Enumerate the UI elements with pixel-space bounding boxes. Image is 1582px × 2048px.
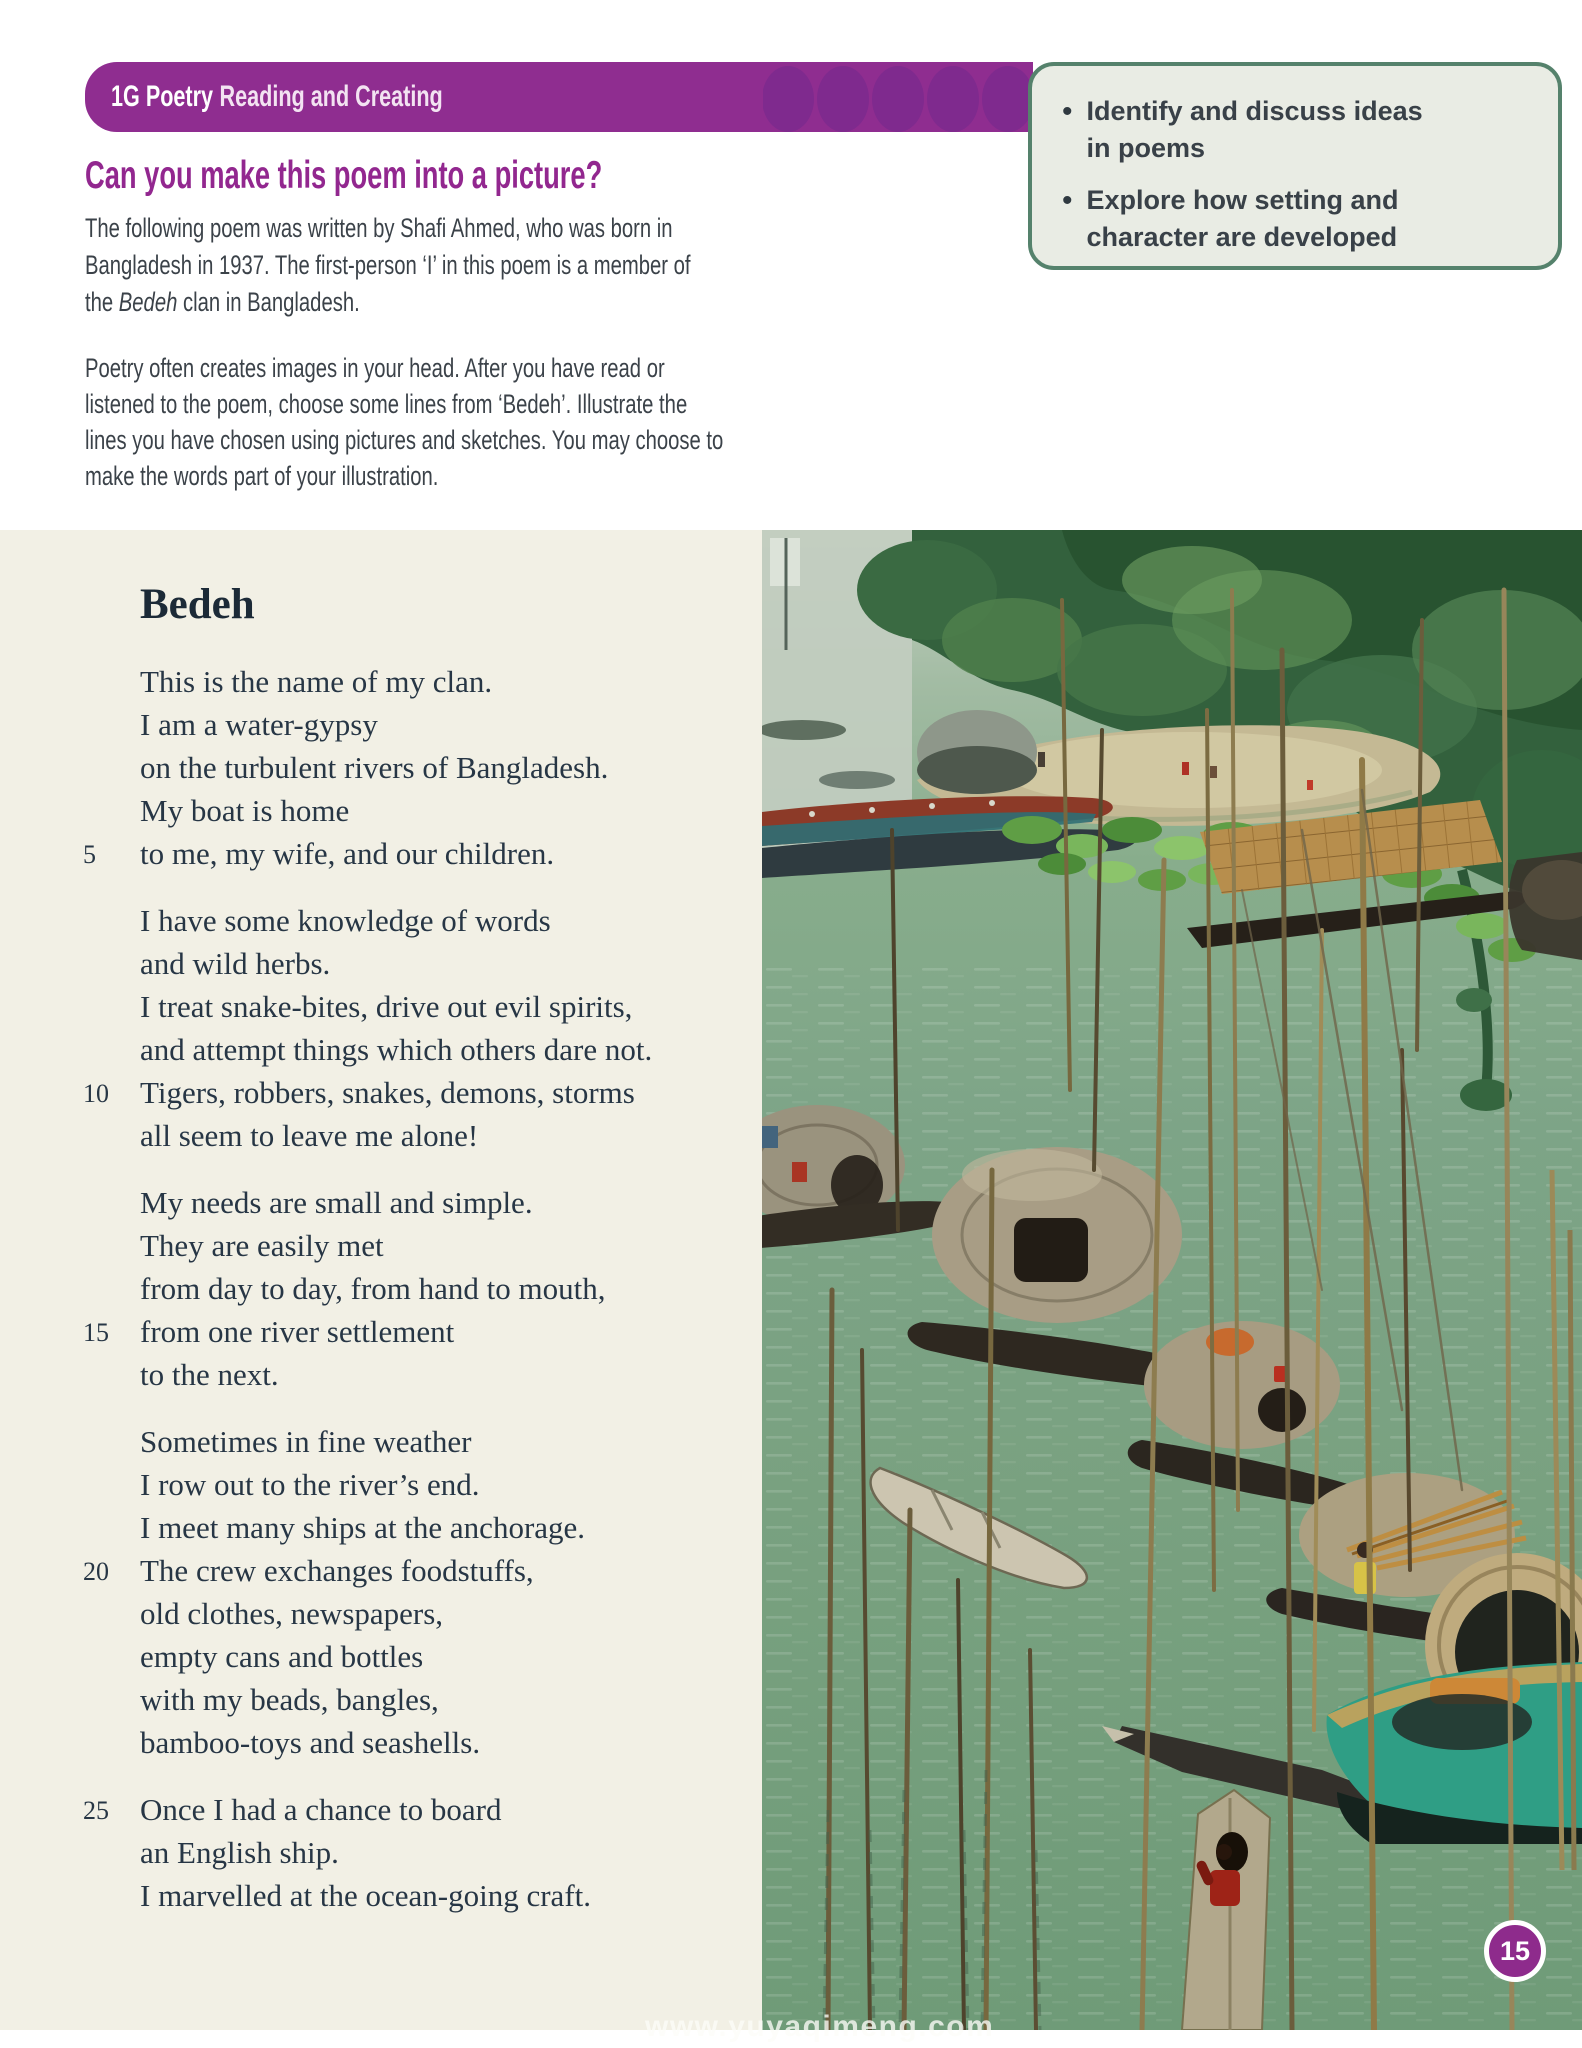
poem-line [140,1874,652,1917]
poem-line-text: I row out to the river’s end. [140,1467,480,1502]
poem-line [140,1721,652,1764]
poem-line-text: I meet many ships at the anchorage. [140,1510,586,1545]
poem-line-text: on the turbulent rivers of Bangladesh. [140,750,609,785]
poem-stanza [83,1788,652,1917]
poem-line-text: The crew exchanges foodstuffs, [140,1553,534,1588]
intro-line [85,247,691,284]
unit-title: Reading and Creating [219,80,443,113]
poem-line [140,789,652,832]
poem-line-text: Once I had a chance to board [140,1792,502,1827]
poem-line-text: an English ship. [140,1835,339,1870]
poem-line [140,1506,652,1549]
poem-line-text: bamboo-toys and seashells. [140,1725,481,1760]
intro-text: Bangladesh in 1937. The first-person ‘I’ in this poem is a member of [85,250,691,280]
objective-line: Explore how setting and [1086,185,1399,215]
poem-line [140,746,652,789]
poem-line-text: My boat is home [140,793,350,828]
objective-text [1087,182,1399,256]
poem-line [140,1592,652,1635]
bullet-icon: • [1062,95,1073,128]
poem-line-text: My needs are small and simple. [140,1185,533,1220]
unit-banner [85,62,1033,132]
poem-line-text: with my beads, bangles, [140,1682,439,1717]
poem-line [140,1463,652,1506]
poem-line [140,899,652,942]
poem-line-number: 25 [83,1796,109,1825]
intro-line [85,350,723,386]
poem-line [83,1310,652,1353]
page-number-badge [1484,1920,1546,1982]
intro-paragraph-1 [85,210,691,321]
poem-line-text: all seem to leave me alone! [140,1118,479,1153]
poem-line [83,1071,652,1114]
poem-line-text: I am a water-gypsy [140,707,378,742]
poem-line [140,1181,652,1224]
poem-line [140,1028,652,1071]
poem-line-text: empty cans and bottles [140,1639,424,1674]
intro-text: clan in Bangladesh. [177,287,360,317]
poem-line-number: 10 [83,1079,109,1108]
poem-panel [0,530,762,2030]
intro-text: listened to the poem, choose some lines from ‘Bedeh’. Illustrate the [85,389,688,419]
poem-line [140,1267,652,1310]
unit-code: 1G Poetry [111,80,214,113]
poem-line [140,942,652,985]
intro-text: Poetry often creates images in your head. After you have read or [85,353,665,383]
poem-line [140,1678,652,1721]
poem-stanza [83,899,653,1157]
intro-text: the [85,287,119,317]
objective-line: character are developed [1086,222,1398,252]
intro-paragraph-2 [85,350,723,494]
poem-line-text: to me, my wife, and our children. [140,836,555,871]
poem-stanzas [83,660,653,1941]
poem-line [140,1353,652,1396]
poem-line-text: I marvelled at the ocean-going craft. [140,1878,591,1913]
poem-line-text: from day to day, from hand to mouth, [140,1271,606,1306]
poem-line [140,985,652,1028]
poem-line-text: I have some knowledge of words [140,903,551,938]
poem-line [140,1224,652,1267]
poem-line [83,832,652,875]
lesson-heading: Can you make this poem into a picture? [85,154,603,197]
poem-line-text: I treat snake-bites, drive out evil spirits, [140,989,633,1024]
poem-line-text: and attempt things which others dare not. [140,1032,653,1067]
watermark: www.yuyaqimeng.com [645,2010,995,2043]
objective-item [1062,182,1544,256]
intro-text: The following poem was written by Shafi Ahmed, who was born in [85,213,673,243]
poem-line [140,703,652,746]
poem-line-text: They are easily met [140,1228,384,1263]
poem-line [140,1114,652,1157]
poem-stanza [83,660,652,875]
objective-line: in poems [1086,133,1206,163]
poem-line-text: This is the name of my clan. [140,664,493,699]
poem-line [140,1635,652,1678]
poem-line [83,1549,652,1592]
poem-line [140,660,652,703]
intro-line [85,386,723,422]
page-number: 15 [1499,1935,1531,1966]
intro-line [85,210,691,247]
intro-text: lines you have chosen using pictures and sketches. You may choose to [85,425,724,455]
banner-dots-decoration [763,62,1033,132]
poem-title: Bedeh [140,581,255,628]
intro-text: Bedeh [118,287,178,317]
poem-line-text: old clothes, newspapers, [140,1596,444,1631]
objective-text [1087,93,1423,167]
river-photo [762,530,1582,2030]
poem-line [140,1420,652,1463]
unit-banner-text [111,80,443,114]
poem-line-text: Tigers, robbers, snakes, demons, storms [140,1075,635,1110]
poem-line [83,1788,652,1831]
objectives-list [1062,93,1544,256]
poem-line-number: 20 [83,1557,109,1586]
intro-line [85,458,723,494]
poem-line [140,1831,652,1874]
bullet-icon: • [1062,184,1073,217]
intro-line [85,422,723,458]
poem-stanza [83,1181,652,1396]
objectives-box [1028,62,1562,270]
poem-line-number: 5 [83,840,96,869]
poem-line-text: from one river settlement [140,1314,455,1349]
objective-item [1062,93,1544,167]
intro-line [85,284,691,321]
poem-line-number: 15 [83,1318,109,1347]
intro-text: make the words part of your illustration. [85,461,439,491]
poem-line-text: to the next. [140,1357,279,1392]
poem-line-text: Sometimes in fine weather [140,1424,472,1459]
poem-stanza [83,1420,652,1764]
objective-line: Identify and discuss ideas [1086,96,1423,126]
poem-line-text: and wild herbs. [140,946,331,981]
